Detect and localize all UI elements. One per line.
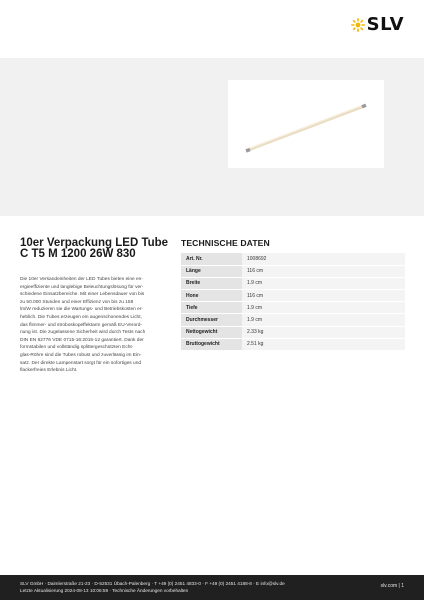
table-row (181, 290, 405, 302)
description-line: lm/W reduzieren sie die Wartungs- und Betriebskosten er- (20, 307, 143, 313)
description-line: glas-Röhre sind die Tubes robust und zuverlässig im Ein- (20, 352, 142, 358)
spec-label: Nettogewicht (181, 326, 242, 338)
description-line: schiedene Einsatzbereiche. Mit einer Lebensdauer von bis (20, 292, 145, 298)
footer-site-page[interactable]: slv.com | 1 (380, 583, 404, 589)
spec-label: Tiefe (181, 302, 242, 314)
spec-value: 2.51 kg (242, 338, 405, 350)
product-photo (228, 80, 384, 168)
description-line: flackerfreies Erlebnis Licht. (20, 368, 78, 374)
product-description (20, 276, 168, 375)
description-line: DIN EN 62776 VDE 0715-16:2015-12 garantiert. Dank der (20, 337, 144, 343)
table-row (181, 326, 405, 338)
spec-value: 1008692 (242, 253, 405, 265)
description-line: heblich. Die Tubes erzeugen ein augenschonendes Licht, (20, 314, 142, 320)
spec-label: Hone (181, 290, 242, 302)
table-row (181, 314, 405, 326)
brand-name: SLV (366, 14, 404, 35)
description-line: ergieeffiziente und langlebige Beleuchtungslösung für ver- (20, 284, 144, 290)
table-row (181, 302, 405, 314)
spec-label: Durchmesser (181, 314, 242, 326)
spec-value: 1.9 cm (242, 302, 405, 314)
description-line: Die 10er Versandeinheiten der LED Tubes bieten eine en- (20, 277, 143, 282)
spec-value: 1.9 cm (242, 277, 405, 289)
spec-value: 2.33 kg (242, 326, 405, 338)
spec-label: Breite (181, 277, 242, 289)
spec-value: 116 cm (242, 265, 405, 277)
tech-data-table (181, 253, 405, 351)
spec-value: 116 cm (242, 290, 405, 302)
product-title: 10er Verpackung LED Tube C T5 M 1200 26W 830 (20, 237, 169, 260)
tech-data-heading: TECHNISCHE DATEN (181, 238, 270, 248)
spec-label: Länge (181, 265, 242, 277)
spec-label: Art. Nr. (181, 253, 242, 265)
spec-label: Bruttogewicht (181, 338, 242, 350)
table-row (181, 338, 405, 350)
table-row (181, 265, 405, 277)
page-footer (0, 575, 424, 600)
table-row (181, 253, 405, 265)
description-line: nung ist. Die zugelassene Sicherheit wird durch Tests nach (20, 330, 146, 336)
spec-value: 1.9 cm (242, 314, 405, 326)
footer-info (20, 580, 285, 594)
description-line: das flimmer- und stroboskopeffektarm gemäß EU-Verord- (20, 322, 143, 328)
description-line: zu 50.000 Stunden und einer Effizienz von bis zu 158 (20, 299, 134, 305)
footer-address: SLV GmbH · Daimlerstraße 21-23 · D-52531 Übach-Palenberg · T +49 (0) 2451 4833-0 · F +49 (0) 2451 4188-8 · E info@slv.de (20, 581, 285, 586)
description-line: satz. Der direkte Lampenstart sorgt für ein sofortiges und (20, 360, 142, 366)
footer-updated: Letzte Aktualisierung 2024-08-13 10:06:59 · Technische Änderungen vorbehalten (20, 588, 189, 593)
sun-icon (351, 18, 365, 32)
brand-logo (351, 14, 404, 35)
table-row (181, 277, 405, 289)
description-line: formstabilen und vollständig splittergeschützten Echt- (20, 345, 134, 351)
